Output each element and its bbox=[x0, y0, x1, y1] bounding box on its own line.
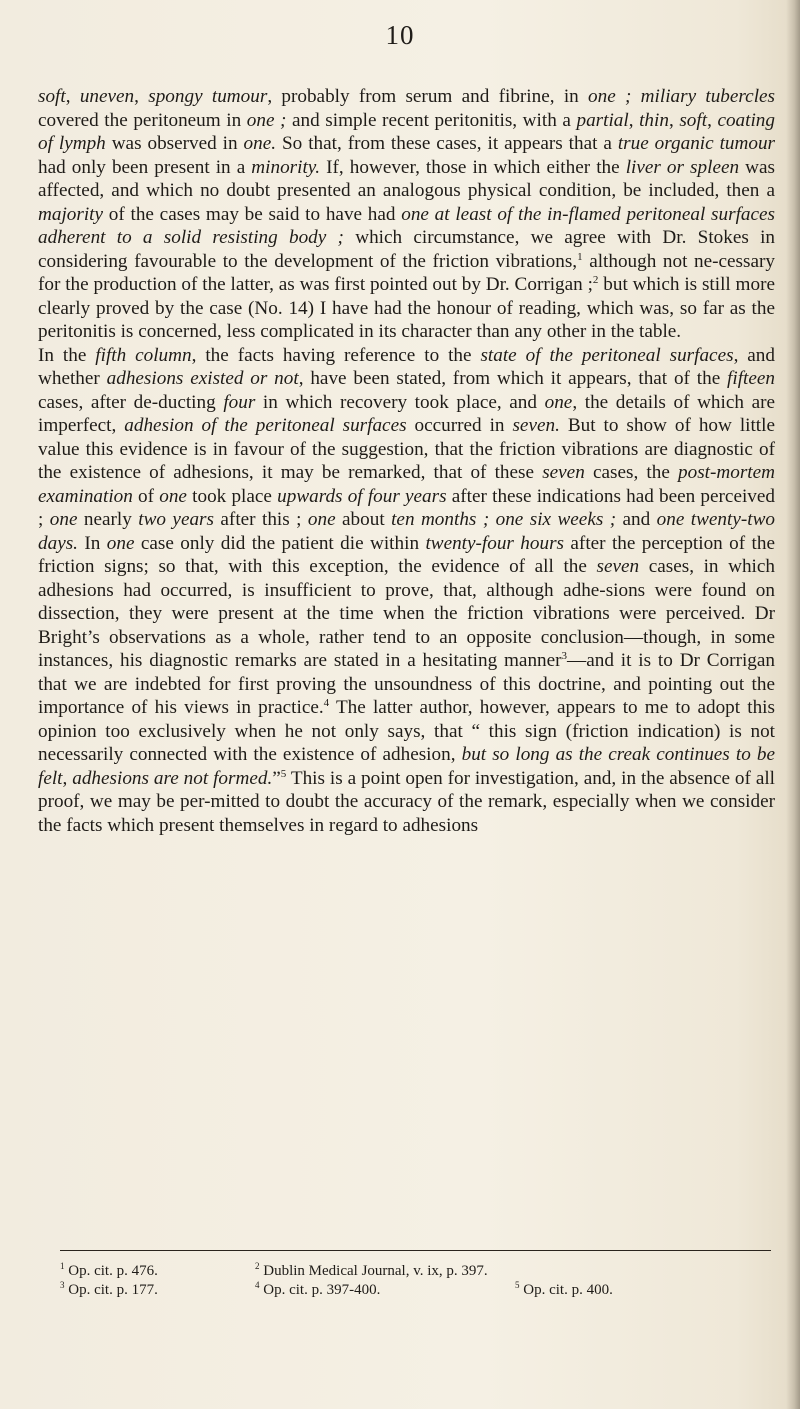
italic-run: majority bbox=[38, 203, 104, 225]
text-run: , the details of which are imperfect, bbox=[38, 391, 776, 436]
text-run: and simple recent peritonitis, with a bbox=[286, 109, 577, 131]
italic-run: adhesions existed or not bbox=[106, 368, 299, 389]
text-run: case only did the patient die within bbox=[134, 532, 426, 554]
text-run: This is a point open for investigation, and, in the absence of all proof, we may be per-mitted to doubt the accuracy of the remark, especially when we consider the facts which present themselves in regard to adhesions bbox=[38, 767, 775, 836]
footnote-4: $^4$ Op. cit. p. 397-400. bbox=[255, 1280, 381, 1298]
italic-run: one bbox=[544, 391, 573, 413]
text-run: , and whether bbox=[38, 344, 775, 389]
text-run: after the perception of the friction signs; so that, with this exception, the evidence of all the bbox=[38, 532, 775, 577]
text-run: which circumstance, we agree with Dr. Stokes in considering favourable to the development of the friction vibrations, bbox=[38, 227, 776, 272]
italic-run: soft bbox=[38, 86, 66, 107]
text-run: , probably from serum and fibrine, in bbox=[267, 86, 589, 107]
page-number: 10 bbox=[385, 20, 415, 50]
text-run: covered the peritoneum in bbox=[38, 109, 247, 131]
text-run: —and it is to Dr Corrigan that we are indebted for first proving the unsoundness of this doctrine, and pointing out the importance of his views in practice. bbox=[38, 650, 775, 718]
text-run: , bbox=[134, 86, 149, 107]
footnote-marker: 1 bbox=[577, 250, 583, 263]
italic-run: post-mortem examination bbox=[38, 462, 775, 507]
text-run: ” bbox=[272, 767, 281, 789]
footnote-5: $^5$ Op. cit. p. 400. bbox=[515, 1280, 613, 1298]
text-run: after this ; bbox=[214, 509, 308, 530]
text-run: took place bbox=[186, 485, 278, 507]
italic-run: adhesions are not formed. bbox=[72, 767, 273, 789]
italic-run: uneven bbox=[79, 86, 135, 107]
footnote-1: $^1$ Op. cit. p. 476. bbox=[60, 1261, 158, 1279]
text-run: occurred in bbox=[406, 415, 513, 436]
text-run: , bbox=[707, 109, 718, 131]
footnotes bbox=[60, 1262, 780, 1300]
italic-run: fifth column bbox=[95, 344, 192, 366]
text-run: cases, in which adhesions had occurred, is insufficient to prove, that, although adhe-sions were found on dissection, they were present at the time when the friction vibrations were perceived. Dr Bright’s observations as a whole, rather tend to an opposite conclusion—though, in some instances, his diagnostic remarks are stated in a hesitating manner bbox=[38, 556, 775, 671]
text-run: about bbox=[335, 509, 392, 530]
text-run: , the facts having reference to the bbox=[191, 344, 481, 366]
italic-run: one bbox=[307, 509, 336, 530]
text-run: after these indications had been perceived ; bbox=[38, 485, 775, 530]
text-run: The latter author, however, appears to me to adopt this opinion too exclusively when he not only says, that “ this sign (friction indication) is not necessarily connected with the existence of adhesion, bbox=[38, 697, 775, 765]
italic-run: minority. bbox=[251, 156, 321, 178]
footnote-row-1 bbox=[60, 1262, 780, 1281]
italic-run: one. bbox=[243, 133, 277, 154]
text-run: But to show of how little value this evidence is in favour of the suggestion, that the friction vibrations are diagnostic of the existence of adhesions, it may be remarked, that of these bbox=[38, 415, 775, 483]
italic-run: one bbox=[49, 509, 78, 530]
italic-run: state of the peritoneal surfaces bbox=[480, 344, 734, 366]
page-edge-shadow bbox=[786, 0, 800, 1409]
paragraph-2 bbox=[38, 344, 775, 838]
italic-run: one ; miliary tubercles bbox=[588, 86, 776, 107]
text-run: cases, after de-ducting bbox=[38, 391, 224, 413]
italic-run: spongy tumour bbox=[148, 86, 268, 107]
footnote-row-2 bbox=[60, 1281, 780, 1300]
text-run: had only been present in a bbox=[38, 156, 252, 178]
italic-run: one ; bbox=[246, 109, 287, 131]
text-run: , bbox=[628, 109, 640, 131]
italic-run: adhesion of the peritoneal surfaces bbox=[124, 415, 407, 436]
italic-run: two years bbox=[138, 509, 214, 530]
footnote-marker: 5 bbox=[280, 767, 287, 780]
footnote-rule bbox=[60, 1250, 771, 1251]
text-run: but which is still more clearly proved by the case (No. 14) I have had the honour of reading, which was, so far as the peritonitis is concerned, less complicated in its character than any other in the table. bbox=[38, 274, 775, 342]
text-run: in which recovery took place, and bbox=[255, 391, 545, 413]
text-run: , have been stated, from which it appears, that of the bbox=[298, 368, 728, 389]
italic-run: one bbox=[159, 485, 187, 507]
italic-run: seven bbox=[542, 462, 585, 483]
italic-run: true organic tumour bbox=[617, 133, 776, 154]
text-run: In the bbox=[38, 344, 96, 366]
text-run: was affected, and which no doubt presented an analogous physical condition, be included, then a bbox=[38, 156, 775, 201]
footnote-marker: 4 bbox=[323, 697, 330, 709]
text-run: was observed in bbox=[105, 133, 244, 154]
text-run: although not ne-cessary for the production of the latter, as was first pointed out by Dr. Corrigan ; bbox=[38, 250, 775, 295]
text-run: of the cases may be said to have had bbox=[103, 203, 402, 225]
text-run: nearly bbox=[77, 509, 139, 530]
paragraph-1 bbox=[38, 85, 775, 344]
text-run: If, however, those in which either the bbox=[320, 156, 626, 178]
italic-run: liver or spleen bbox=[625, 156, 740, 178]
italic-run: twenty-four hours bbox=[425, 532, 565, 554]
italic-run: thin bbox=[639, 109, 669, 131]
italic-run: one at least of the in-flamed peritoneal surfaces adherent to a solid resisting body ; bbox=[38, 203, 775, 248]
text-run: , bbox=[65, 86, 80, 107]
italic-run: seven bbox=[596, 556, 640, 577]
italic-run: but so long as the creak continues to be felt bbox=[38, 744, 775, 789]
italic-run: seven. bbox=[512, 415, 560, 436]
italic-run: ten months ; one six weeks ; bbox=[391, 509, 617, 530]
footnote-2: $^2$ Dublin Medical Journal, v. ix, p. 397. bbox=[255, 1261, 488, 1279]
footnote-3: $^3$ Op. cit. p. 177. bbox=[60, 1280, 158, 1298]
footnote-marker: 2 bbox=[592, 274, 599, 286]
text-run: of bbox=[132, 485, 160, 507]
italic-run: four bbox=[223, 391, 256, 413]
text-run: cases, the bbox=[584, 462, 678, 483]
italic-run: one twenty-two days. bbox=[38, 509, 775, 554]
italic-run: fifteen bbox=[727, 368, 775, 389]
text-run: , bbox=[668, 109, 680, 131]
footnote-marker: 3 bbox=[561, 650, 568, 662]
italic-run: partial bbox=[576, 109, 629, 131]
text-run: , bbox=[62, 767, 73, 789]
italic-run: soft bbox=[679, 109, 708, 131]
text-run: In bbox=[77, 532, 107, 554]
italic-run: coating of lymph bbox=[38, 109, 775, 154]
italic-run: one bbox=[106, 532, 135, 554]
text-run: So that, from these cases, it appears that a bbox=[276, 133, 618, 154]
text-run: and bbox=[616, 509, 657, 530]
italic-run: upwards of four years bbox=[277, 485, 447, 507]
body-text bbox=[38, 85, 775, 837]
